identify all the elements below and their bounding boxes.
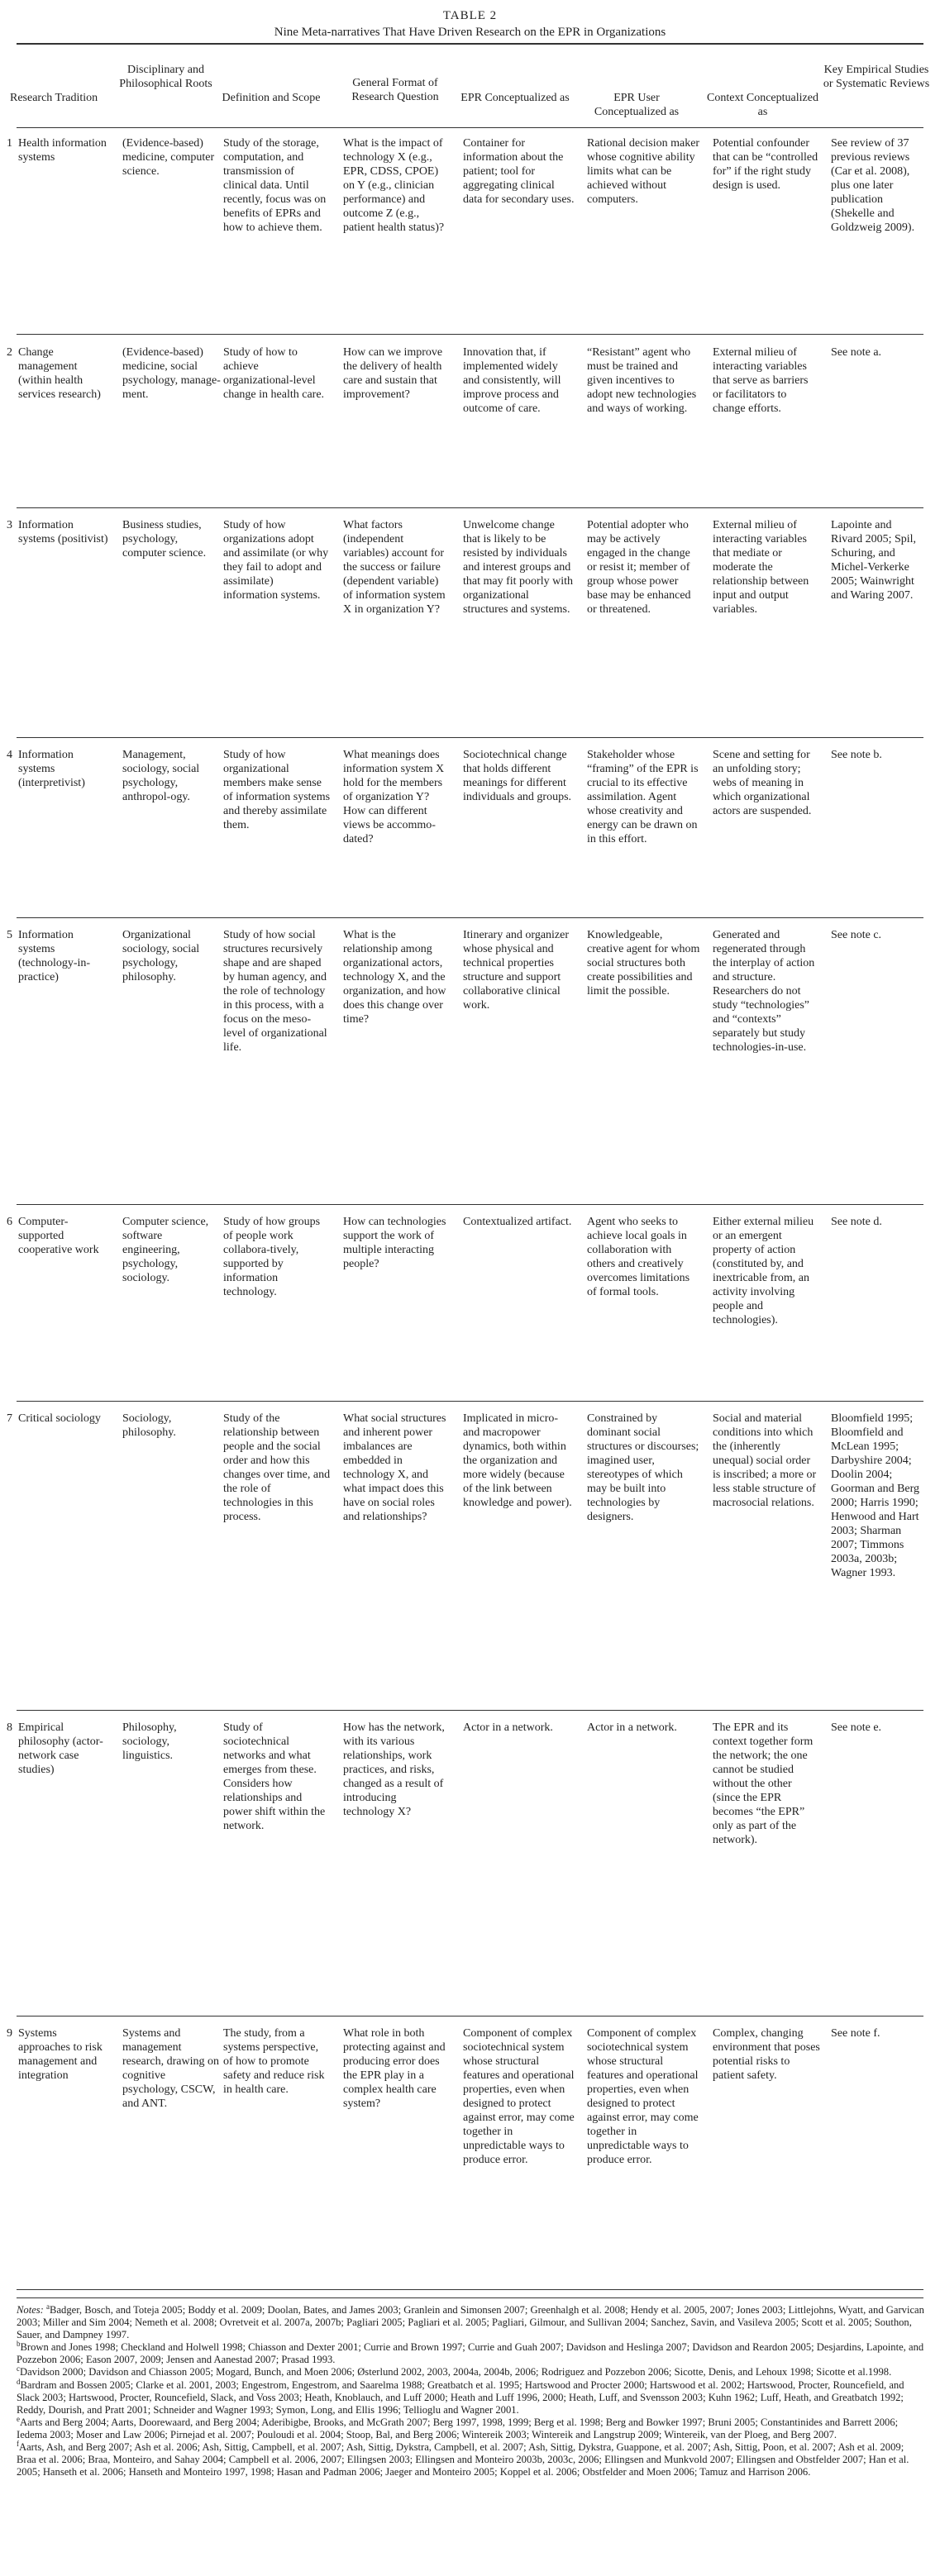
- cell-text: Sociology, philosophy.: [122, 1412, 176, 1439]
- row-rule: [17, 737, 923, 738]
- row-rule: [17, 507, 923, 508]
- cell-text: Critical sociology: [18, 1412, 101, 1425]
- cell-context: [713, 1412, 820, 1510]
- header-research-tradition: Research Tradition: [10, 92, 98, 104]
- cell-tradition: [7, 928, 111, 984]
- cell-definition: [223, 928, 331, 1055]
- note-marker: d: [17, 2377, 21, 2386]
- cell-text: Component of complex sociotechnical system whose structural features and operational properties, even when designed to protect against error, may come together in unpredictable ways to produce error.: [587, 2027, 699, 2166]
- cell-definition: [223, 1412, 331, 1524]
- cell-text: Contextualized artifact.: [463, 1216, 572, 1228]
- header-key-studies: Key Empirical Studies or Systematic Reviews: [823, 64, 930, 90]
- cell-context: [713, 136, 820, 193]
- cell-text: Study of how to achieve organizational-level change in health care.: [223, 346, 325, 401]
- cell-text: Computer-supported cooperative work: [18, 1216, 99, 1256]
- cell-question: [343, 345, 451, 402]
- cell-text: What factors (independent variables) account for the success or failure (dependent variable) of information system X in organization Y?: [343, 519, 446, 616]
- cell-text: Social and material conditions into which the (inherently unequal) social order is inscribed; a more or less stable structure of macrosocial relations.: [713, 1412, 817, 1509]
- cell-text: Organizational sociology, social psychology, philosophy.: [122, 929, 200, 983]
- cell-text: Information systems (interpretivist): [18, 749, 85, 789]
- note-text: Bardram and Bossen 2005; Clarke et al. 2001, 2003; Engestrom, Engestrom, and Saarelma 1988; Greatbatch et al. 1995; Hartswood and Procter 2000; Hartswood et al. 2002; Hartswood, Procter, Rouncefield, and Slack 2003; Hartswood, Procter, Rouncefield, Slack, and Voss 2003; Heath, Knoblauch, and Luff 2000; Heath and Luff 1996, 2000; Heath, Luff, and Svensson 2003; Kuhn 1962; Luff, Heath, and Greatbatch 1992; Reddy, Dourish, and Pratt 2001; Schneider and Wagner 1993; Symon, Long, and Ellis 1996; Tellioglu and Wagner 2001.: [17, 2378, 904, 2416]
- note-item: [17, 2441, 926, 2478]
- header-context-conceptualized: Context Conceptualized as: [707, 92, 818, 118]
- row-number: 9: [7, 2027, 12, 2040]
- cell-text: Unwelcome change that is likely to be resisted by individuals and interest groups and that may fit poorly with organizational structures and systems.: [463, 519, 573, 616]
- cell-text: Agent who seeks to achieve local goals in collaboration with others and creatively overcomes limitations of formal tools.: [587, 1216, 690, 1298]
- cell-question: [343, 136, 451, 235]
- row-rule: [17, 334, 923, 335]
- cell-epr: [463, 1721, 575, 1735]
- cell-studies: [831, 1721, 926, 1735]
- cell-text: Rational decision maker whose cognitive ability limits what can be achieved without computers.: [587, 137, 700, 206]
- cell-epr: [463, 748, 575, 804]
- cell-text: See note d.: [831, 1216, 882, 1228]
- cell-text: Stakeholder whose “framing” of the EPR is crucial to its effective assimilation. Agent whose creativity and energy can be drawn on in this effort.: [587, 749, 699, 845]
- cell-roots: [122, 345, 222, 402]
- row-rule: [17, 1401, 923, 1402]
- note-text: Brown and Jones 1998; Checkland and Holwell 1998; Chiasson and Dexter 2001; Currie and Brown 1997; Currie and Guah 2007; Davidson and Heslinga 2007; Davidson and Reardon 2005; Desjardins, Lapointe, and Pozzebon 2006; Eason 2007, 2009; Jensen and Aanestad 2007; Prasad 1993.: [17, 2341, 924, 2366]
- bottom-rule: [17, 2297, 923, 2298]
- cell-text: Potential confounder that can be “controlled for” if the right study design is used.: [713, 137, 818, 192]
- cell-text: Philosophy, sociology, linguistics.: [122, 1721, 177, 1762]
- cell-question: [343, 1215, 451, 1271]
- cell-tradition: [7, 1412, 111, 1426]
- cell-text: Actor in a network.: [587, 1721, 677, 1734]
- note-item: [17, 2304, 926, 2341]
- cell-context: [713, 345, 820, 416]
- cell-text: Container for information about the patient; tool for aggregating clinical data for secondary uses.: [463, 137, 575, 206]
- cell-text: Implicated in micro- and macropower dynamics, both within the organization and more widely (because of the link between knowledge and power).: [463, 1412, 572, 1509]
- cell-context: [713, 748, 820, 818]
- cell-epr: [463, 2026, 575, 2167]
- cell-text: Either external milieu or an emergent property of action (constituted by, and inextricable from, an activity involving people and technologies).: [713, 1216, 814, 1326]
- cell-epr: [463, 518, 575, 617]
- notes-label: Notes:: [17, 2304, 44, 2316]
- cell-text: Complex, changing environment that poses potential risks to patient safety.: [713, 2027, 820, 2082]
- cell-text: Information systems (positivist): [18, 519, 108, 545]
- cell-definition: [223, 136, 331, 235]
- note-text: Aarts and Berg 2004; Aarts, Doorewaard, and Berg 2004; Aderibigbe, Brooks, and McGrath 2007; Berg 1997, 1998, 1999; Berg et al. 1998; Berg and Bowker 1997; Bruni 2005; Constantinides and Barrett 2006; Iedema 2003; Moser and Law 2006; Pirnejad et al. 2007; Pouloudi et al. 2004; Stoop, Bal, and Berg 2006; Wintereik 2003; Wintereik and Langstrup 2009; Wintereik, van der Ploeg, and Berg 2007.: [17, 2416, 899, 2440]
- note-text: Davidson 2000; Davidson and Chiasson 2005; Mogard, Bunch, and Moen 2006; Østerlund 2002, 2003, 2004a, 2004b, 2006; Rodriguez and Pozzebon 2006; Sicotte, Denis, and Lehoux 1998; Sicotte et al.1998.: [20, 2366, 892, 2378]
- cell-text: How can technologies support the work of multiple interacting people?: [343, 1216, 446, 1270]
- cell-studies: [831, 2026, 926, 2040]
- cell-user: [587, 136, 701, 207]
- cell-text: What role in both protecting against and producing error does the EPR play in a complex health care system?: [343, 2027, 446, 2110]
- cell-text: What is the impact of technology X (e.g., EPR, CDSS, CPOE) on Y (e.g., clinician performance) and outcome Z (e.g., patient health status)?: [343, 137, 445, 234]
- cell-user: [587, 1721, 701, 1735]
- cell-user: [587, 1215, 701, 1299]
- cell-text: Information systems (technology-in-practice): [18, 929, 91, 983]
- row-rule: [17, 917, 923, 918]
- cell-definition: [223, 748, 331, 832]
- row-number: 3: [7, 519, 12, 531]
- cell-context: [713, 1721, 820, 1847]
- cell-epr: [463, 1412, 575, 1510]
- cell-text: Bloomfield 1995; Bloomfield and McLean 1995; Darbyshire 2004; Doolin 2004; Goorman and Berg 2000; Harris 1990; Henwood and Hart 2003; Sharman 2007; Timmons 2003a, 2003b; Wagner 1993.: [831, 1412, 920, 1579]
- cell-tradition: [7, 2026, 111, 2083]
- cell-text: See note a.: [831, 346, 882, 359]
- row-rule: [17, 127, 923, 128]
- table-notes: [17, 2304, 926, 2478]
- cell-text: Study of the storage, computation, and transmission of clinical data. Until recently, focus was on benefits of EPRs and how to achieve them.: [223, 137, 327, 234]
- header-research-question: General Format of Research Question: [351, 77, 439, 103]
- cell-user: [587, 345, 701, 416]
- table-title: Nine Meta-narratives That Have Driven Research on the EPR in Organizations: [274, 26, 666, 39]
- cell-text: Potential adopter who may be actively engaged in the change or resist it; member of group whose power base may be enhanced or threatened.: [587, 519, 691, 616]
- cell-roots: [122, 928, 222, 984]
- cell-text: See note f.: [831, 2027, 880, 2040]
- cell-studies: [831, 345, 926, 359]
- cell-text: Innovation that, if implemented widely and consistently, will improve process and outcome of care.: [463, 346, 561, 415]
- row-number: 1: [7, 137, 12, 150]
- cell-text: Health information systems: [18, 137, 107, 164]
- cell-user: [587, 518, 701, 617]
- cell-text: (Evidence-based) medicine, social psychology, manage-ment.: [122, 346, 221, 401]
- cell-user: [587, 928, 701, 998]
- cell-text: Systems and management research, drawing on cognitive psychology, CSCW, and ANT.: [122, 2027, 220, 2110]
- cell-text: “Resistant” agent who must be trained and given incentives to adopt new technologies and ways of working.: [587, 346, 697, 415]
- cell-text: Systems approaches to risk management and integration: [18, 2027, 103, 2082]
- cell-text: See note b.: [831, 749, 882, 761]
- cell-definition: [223, 345, 331, 402]
- note-item: [17, 2366, 926, 2378]
- note-marker: a: [46, 2302, 50, 2311]
- cell-studies: [831, 748, 926, 762]
- cell-text: Lapointe and Rivard 2005; Spil, Schuring, and Michel-Verkerke 2005; Wainwright and Waring 2007.: [831, 519, 917, 602]
- cell-text: Computer science, software engineering, psychology, sociology.: [122, 1216, 209, 1284]
- cell-text: Study of the relationship between people and the social order and how this changes over time, and the role of technologies in this process.: [223, 1412, 331, 1523]
- cell-tradition: [7, 748, 111, 790]
- cell-text: Empirical philosophy (actor-network case studies): [18, 1721, 103, 1776]
- cell-text: Itinerary and organizer whose physical and technical properties structure and support collaborative clinical work.: [463, 929, 570, 1012]
- cell-epr: [463, 345, 575, 416]
- cell-text: See note e.: [831, 1721, 882, 1734]
- cell-definition: [223, 1721, 331, 1833]
- cell-tradition: [7, 1215, 111, 1257]
- row-number: 2: [7, 346, 12, 359]
- note-item: [17, 2416, 926, 2441]
- cell-studies: [831, 136, 926, 235]
- cell-studies: [831, 1412, 926, 1580]
- header-definition-scope: Definition and Scope: [222, 92, 321, 104]
- cell-text: What meanings does information system X hold for the members of organization Y? How can different views be accommo-dated?: [343, 749, 445, 845]
- row-rule: [17, 1710, 923, 1711]
- cell-text: Actor in a network.: [463, 1721, 553, 1734]
- cell-context: [713, 1215, 820, 1327]
- cell-roots: [122, 136, 222, 179]
- cell-definition: [223, 1215, 331, 1299]
- header-epr-conceptualized: EPR Conceptualized as: [460, 92, 570, 104]
- cell-text: Study of how social structures recursively shape and are shaped by human agency, and the role of technology in this process, with a focus on the meso-level of organizational life.: [223, 929, 327, 1054]
- row-number: 6: [7, 1216, 12, 1228]
- cell-tradition: [7, 518, 111, 546]
- cell-text: (Evidence-based) medicine, computer science.: [122, 137, 215, 178]
- cell-tradition: [7, 345, 111, 402]
- cell-definition: [223, 2026, 331, 2097]
- note-text: Aarts, Ash, and Berg 2007; Ash et al. 2006; Ash, Sittig, Campbell, et al. 2007; Ash, Sittig, Dykstra, Campbell, et al. 2007; Ash, Sittig, Dykstra, Guappone, et al. 2007; Ash, Sittig, Poon, et al. 2007; Ash et al. 2009; Braa et al. 2006; Braa, Monteiro, and Sahay 2004; Campbell et al. 2006, 2007; Ellingsen 2003; Ellingsen and Monteiro 2003b, 2003c, 2006; Ellingsen and Munkvold 2007; Ellingsen and Obstfelder 2007; Han et al. 2005; Hanseth et al. 2006; Hanseth and Monteiro 1997, 1998; Hasan and Padman 2006; Jaeger and Monteiro 2005; Koppel et al. 2006; Obstfelder and Moen 2006; Tamuz and Harrison 2006.: [17, 2441, 909, 2478]
- note-marker: b: [17, 2340, 21, 2349]
- cell-roots: [122, 1215, 222, 1285]
- cell-text: What is the relationship among organizational actors, technology X, and the organization, and how does this change over time?: [343, 929, 446, 1026]
- cell-text: How has the network, with its various relationships, work practices, and risks, changed as a result of introducing technology X?: [343, 1721, 445, 1818]
- cell-question: [343, 1721, 451, 1819]
- cell-text: Study of sociotechnical networks and what emerges from these. Considers how relationships and power shift within the network.: [223, 1721, 326, 1832]
- cell-text: Management, sociology, social psychology, anthropol-ogy.: [122, 749, 200, 803]
- cell-studies: [831, 1215, 926, 1229]
- note-text: Badger, Bosch, and Toteja 2005; Boddy et al. 2009; Doolan, Bates, and James 2003; Granlein and Simonsen 2007; Greenhalgh et al. 2008; Hendy et al. 2005, 2007; Jones 2003; Littlejohns, Wyatt, and Garvican 2003; Miller and Sim 2004; Nemeth et al. 2008; Ovretveit et al. 2007a, 2007b; Pagliari 2005; Pagliari et al. 2005; Pagliari, Gilmour, and Sullivan 2004; Sanchez, Savin, and Vasileva 2005; Scott et al. 2005; Southon, Sauer, and Dampney 1997.: [17, 2304, 924, 2341]
- cell-roots: [122, 518, 222, 560]
- cell-text: Change management (within health services research): [18, 346, 101, 401]
- cell-question: [343, 928, 451, 1026]
- cell-text: Knowledgeable, creative agent for whom social structures both create possibilities and limit the possible.: [587, 929, 700, 998]
- cell-user: [587, 1412, 701, 1524]
- cell-question: [343, 748, 451, 846]
- cell-text: How can we improve the delivery of health care and sustain that improvement?: [343, 346, 443, 401]
- cell-tradition: [7, 136, 111, 164]
- cell-roots: [122, 1412, 222, 1440]
- cell-definition: [223, 518, 331, 602]
- cell-roots: [122, 748, 222, 804]
- cell-text: Sociotechnical change that holds different meanings for different individuals and groups.: [463, 749, 572, 803]
- cell-text: External milieu of interacting variables that serve as barriers or facilitators to change efforts.: [713, 346, 809, 415]
- cell-epr: [463, 136, 575, 207]
- cell-tradition: [7, 1721, 111, 1777]
- cell-epr: [463, 928, 575, 1012]
- cell-epr: [463, 1215, 575, 1229]
- row-number: 4: [7, 749, 12, 761]
- cell-text: Business studies, psychology, computer science.: [122, 519, 207, 559]
- top-rule: [17, 43, 923, 45]
- note-item: [17, 2379, 926, 2416]
- row-number: 8: [7, 1721, 12, 1734]
- cell-text: Component of complex sociotechnical system whose structural features and operational properties, even when designed to protect against error, may come together in unpredictable ways to produce error.: [463, 2027, 575, 2166]
- cell-question: [343, 2026, 451, 2111]
- cell-text: Study of how organizations adopt and assimilate (or why they fail to adopt and assimilate) information systems.: [223, 519, 329, 602]
- cell-question: [343, 1412, 451, 1524]
- header-disciplinary-roots: Disciplinary and Philosophical Roots: [119, 64, 212, 90]
- cell-context: [713, 2026, 820, 2083]
- table-label: TABLE 2: [442, 9, 498, 22]
- cell-text: See review of 37 previous reviews (Car et al. 2008), plus one later publication (Shekelle and Goldzweig 2009).: [831, 137, 915, 234]
- cell-text: The study, from a systems perspective, of how to promote safety and reduce risk in health care.: [223, 2027, 325, 2096]
- note-item: [17, 2341, 926, 2366]
- cell-studies: [831, 928, 926, 942]
- cell-user: [587, 2026, 701, 2167]
- cell-text: The EPR and its context together form the network; the one cannot be studied without the other (since the EPR becomes “the EPR” only as part of the network).: [713, 1721, 814, 1846]
- cell-context: [713, 928, 820, 1055]
- row-rule: [17, 2016, 923, 2017]
- cell-text: Study of how organizational members make sense of information systems and thereby assimilate them.: [223, 749, 331, 831]
- cell-text: Constrained by dominant social structures or discourses; imagined user, stereotypes of which may be built into technologies by designers.: [587, 1412, 699, 1523]
- cell-text: Generated and regenerated through the interplay of action and structure. Researchers do not study “technologies” and “contexts” separately but study technologies-in-use.: [713, 929, 815, 1054]
- cell-text: See note c.: [831, 929, 882, 941]
- cell-user: [587, 748, 701, 846]
- cell-studies: [831, 518, 926, 602]
- row-number: 5: [7, 929, 12, 941]
- cell-roots: [122, 1721, 222, 1763]
- row-number: 7: [7, 1412, 12, 1425]
- note-marker: c: [17, 2364, 20, 2374]
- note-marker: e: [17, 2414, 20, 2423]
- cell-question: [343, 518, 451, 617]
- notes-list: [17, 2304, 926, 2478]
- cell-text: What social structures and inherent power imbalances are embedded in technology X, and what impact does this have on social roles and relationships?: [343, 1412, 446, 1523]
- header-user-conceptualized: EPR User Conceptualized as: [594, 92, 680, 118]
- cell-text: Study of how groups of people work collabora-tively, supported by information technology.: [223, 1216, 321, 1298]
- cell-text: Scene and setting for an unfolding story; webs of meaning in which organizational actors are suspended.: [713, 749, 812, 817]
- note-marker: f: [17, 2439, 19, 2448]
- cell-roots: [122, 2026, 222, 2111]
- row-rule: [17, 2289, 923, 2290]
- cell-context: [713, 518, 820, 617]
- row-rule: [17, 1204, 923, 1205]
- cell-text: External milieu of interacting variables that mediate or moderate the relationship between input and output variables.: [713, 519, 809, 616]
